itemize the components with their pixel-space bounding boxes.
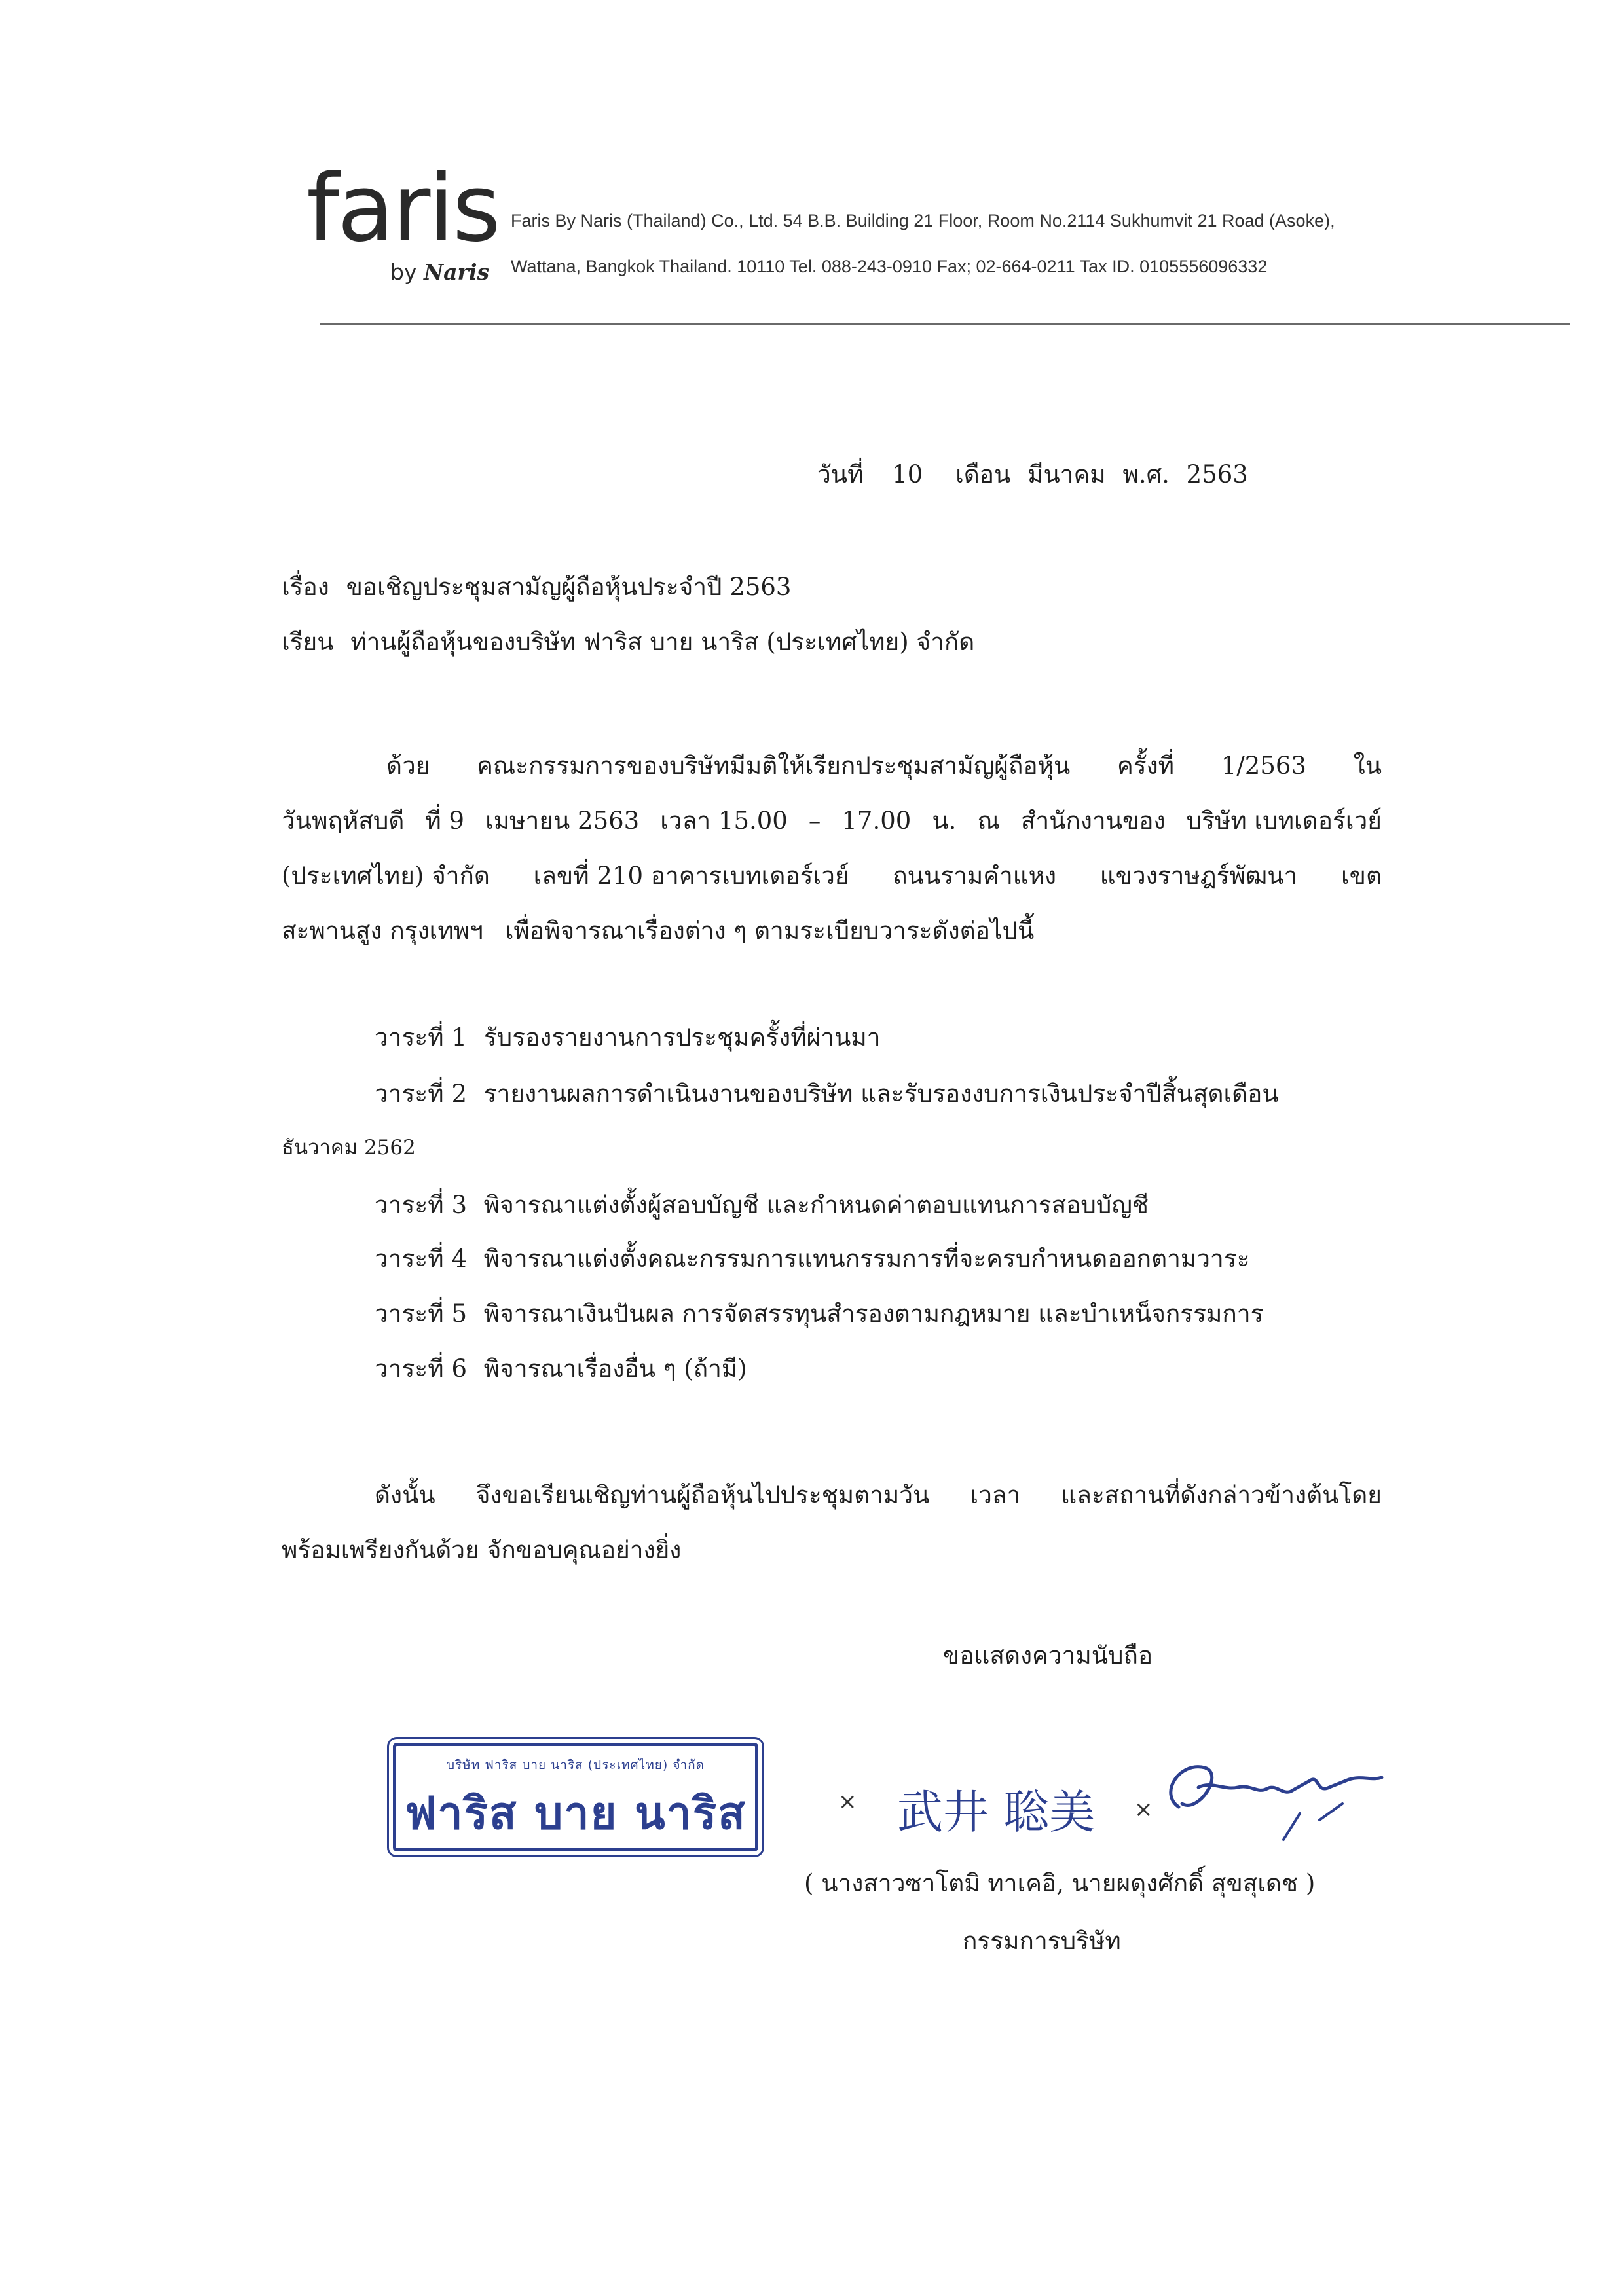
logo-wordmark: faris	[306, 155, 499, 263]
subject-label: เรื่อง	[282, 573, 329, 601]
intro-line-3	[282, 848, 1382, 903]
subject-line	[282, 575, 800, 599]
closing-word: และสถานที่ดังกล่าวข้างต้นโดย	[1061, 1481, 1382, 1509]
agenda-text: พิจารณาแต่งตั้งคณะกรรมการแทนกรรมการที่จะครบกำหนดออกตามวาระ	[483, 1245, 1250, 1273]
closing-word: จึงขอเรียนเชิญท่านผู้ถือหุ้นไปประชุมตามวัน	[475, 1481, 930, 1509]
intro-word: เวลา 15.00	[660, 807, 788, 835]
closing-word: พร้อมเพรียงกันด้วย	[282, 1536, 479, 1564]
agenda-label: วาระที่ 2	[375, 1080, 467, 1108]
stamp-small-text: บริษัท ฟาริส บาย นาริส (ประเทศไทย) จำกัด	[447, 1758, 705, 1772]
closing-paragraph	[282, 1468, 1382, 1578]
agenda-item-3	[375, 1193, 1158, 1217]
intro-word: ด้วย	[386, 752, 430, 780]
signature-mark-1: ×	[838, 1789, 857, 1815]
company-logo	[306, 155, 503, 300]
subject-text: ขอเชิญประชุมสามัญผู้ถือหุ้นประจำปี 2563	[346, 573, 792, 601]
intro-word: ที่ 9	[425, 807, 465, 835]
agenda-text: พิจารณาแต่งตั้งผู้สอบบัญชี และกำหนดค่าตอบแทนการสอบบัญชี	[483, 1191, 1149, 1219]
intro-word: แขวงราษฎร์พัฒนา	[1099, 862, 1298, 890]
intro-word: 1/2563	[1221, 752, 1306, 780]
logo-by: by	[390, 259, 417, 285]
intro-word: สะพานสูง กรุงเทพฯ	[282, 917, 483, 945]
intro-word: ครั้งที่	[1116, 752, 1175, 780]
intro-word: 17.00	[841, 807, 912, 835]
agenda-label: วาระที่ 6	[375, 1355, 467, 1383]
letter-date	[817, 462, 1257, 486]
logo-brand: Naris	[423, 259, 490, 285]
intro-word: เลขที่ 210 อาคารเบทเดอร์เวย์	[533, 862, 849, 890]
closing-word: จักขอบคุณอย่างยิ่ง	[487, 1536, 682, 1564]
closing-word: เวลา	[970, 1481, 1021, 1509]
recipient-text: ท่านผู้ถือหุ้นของบริษัท ฟาริส บาย นาริส (ประเทศไทย) จำกัด	[350, 628, 975, 656]
intro-word: –	[808, 807, 821, 835]
company-stamp	[393, 1743, 758, 1851]
handwritten-signature-1: 武井 聡美	[897, 1785, 1096, 1839]
agenda-item-2-continuation: ธันวาคม 2562	[282, 1136, 416, 1159]
company-address-line2: Wattana, Bangkok Thailand. 10110 Tel. 088-243-0910 Fax; 02-664-0211 Tax ID. 0105556096332	[511, 257, 1268, 276]
agenda-text: พิจารณาเงินปันผล การจัดสรรทุนสำรองตามกฎหมาย และบำเหน็จกรรมการ	[483, 1300, 1264, 1328]
sign-off: ขอแสดงความนับถือ	[943, 1641, 1153, 1669]
company-address-line1: Faris By Naris (Thailand) Co., Ltd. 54 B.B. Building 21 Floor, Room No.2114 Sukhumvit 21 Road (Asoke),	[511, 211, 1335, 230]
letterhead-divider	[320, 323, 1570, 325]
signature-mark-2: ×	[1134, 1796, 1153, 1823]
intro-word: ใน	[1353, 752, 1382, 780]
recipient-label: เรียน	[282, 628, 334, 656]
intro-line-4	[282, 903, 1382, 958]
agenda-text: รายงานผลการดำเนินงานของบริษัท และรับรองงบการเงินประจำปีสิ้นสุดเดือน	[483, 1080, 1279, 1108]
closing-line-2	[282, 1523, 1382, 1578]
signatory-title: กรรมการบริษัท	[963, 1927, 1121, 1955]
date-year-label: พ.ศ.	[1122, 460, 1170, 488]
agenda-item-4	[375, 1247, 1259, 1271]
recipient-line	[282, 630, 984, 654]
date-day-label: วันที่	[817, 460, 864, 488]
agenda-label: วาระที่ 3	[375, 1191, 467, 1219]
stamp-big-text: ฟาริส บาย นาริส	[405, 1788, 747, 1840]
intro-word: เมษายน 2563	[485, 807, 640, 835]
intro-word: สำนักงานของ	[1020, 807, 1166, 835]
agenda-label: วาระที่ 1	[375, 1023, 467, 1051]
intro-word: เพื่อพิจารณาเรื่องต่าง ๆ ตามระเบียบวาระดังต่อไปนี้	[505, 917, 1035, 945]
intro-line-2	[282, 793, 1382, 848]
closing-line-1	[282, 1468, 1382, 1523]
intro-paragraph	[282, 738, 1382, 958]
agenda-item-1	[375, 1025, 890, 1049]
intro-word: ถนนรามคำแหง	[893, 862, 1057, 890]
agenda-text: พิจารณาเรื่องอื่น ๆ (ถ้ามี)	[483, 1355, 747, 1383]
intro-word: น.	[932, 807, 957, 835]
intro-word: (ประเทศไทย) จำกัด	[282, 862, 490, 890]
agenda-item-6	[375, 1357, 756, 1381]
intro-word: ณ	[977, 807, 1000, 835]
intro-word: คณะกรรมการของบริษัทมีมติให้เรียกประชุมสามัญผู้ถือหุ้น	[477, 752, 1071, 780]
handwritten-signature-2	[1153, 1741, 1388, 1853]
agenda-label: วาระที่ 4	[375, 1245, 467, 1273]
date-year: 2563	[1186, 460, 1248, 488]
agenda-text: รับรองรายงานการประชุมครั้งที่ผ่านมา	[483, 1023, 881, 1051]
agenda-label: วาระที่ 5	[375, 1300, 467, 1328]
intro-word: บริษัท เบทเดอร์เวย์	[1186, 807, 1382, 835]
intro-word: วันพฤหัสบดี	[282, 807, 405, 835]
date-month: มีนาคม	[1027, 460, 1106, 488]
closing-word: ดังนั้น	[375, 1481, 435, 1509]
agenda-item-5	[375, 1302, 1272, 1326]
date-month-label: เดือน	[955, 460, 1011, 488]
signatory-names: ( นางสาวซาโตมิ ทาเคอิ, นายผดุงศักดิ์ สุขสุเดช )	[804, 1869, 1316, 1897]
intro-line-1	[282, 738, 1382, 793]
agenda-item-2	[375, 1082, 1288, 1106]
intro-word: เขต	[1341, 862, 1382, 890]
logo-byline	[390, 259, 489, 285]
date-day: 10	[892, 460, 923, 488]
